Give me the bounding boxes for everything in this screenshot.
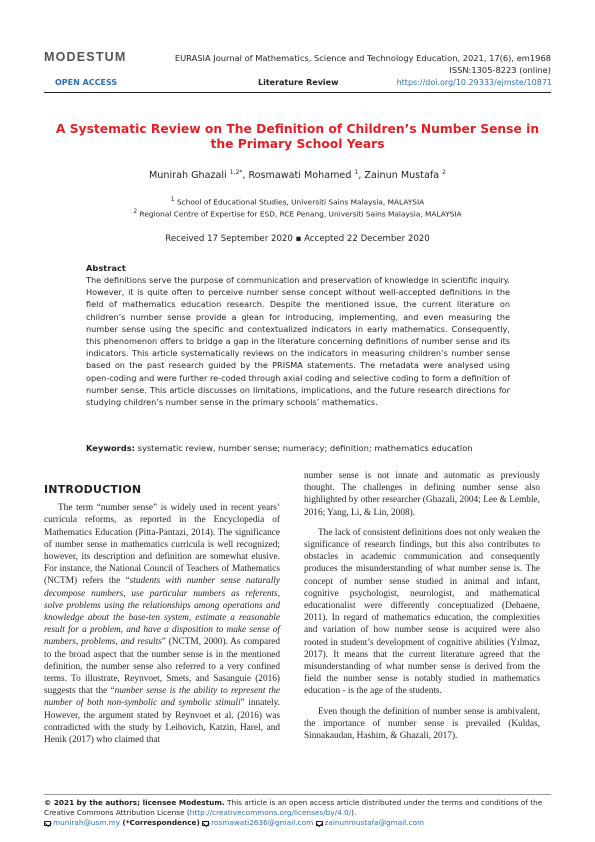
paragraph-quote: students with number sense naturally decompose numbers, use particular numbers as referents, solve problems using the relationships among operations and knowledge about the base-ten system, estimate a reasonable result for a problem, and have a disposition to make sense of numbers, problems, and results [44, 576, 281, 648]
header-divider [44, 92, 551, 93]
envelope-icon [44, 821, 51, 826]
abstract-text: The definitions serve the purpose of communication and preservation of knowledge in scientific inquiry. However, it is quite often to perceive number sense concept without well-accepted definitions in the field of mathematics education research. Despite the mentioned issue, the current literature on children’s number sense provide a glean for introducing, implementing, and even measuring the number sense using the specific and contextualized indicators in early mathematics. Consequently, this phenomenon offers to bridge a gap in the literature concerning definitions of number sense and its indicators. This article systematically reviews on the indicators in measuring children’s number sense based on the past research guided by the PRISMA statements. The metadata were analysed using open-coding and were further re-coded through axial coding and selective coding to form a definition of number sense. This article discusses on limitations, implications, and the future research directions for studying children’s number sense in the primary schools’ mathematics. [86, 275, 510, 408]
publisher-logo: MODESTUM [44, 50, 127, 64]
envelope-icon [202, 821, 209, 826]
envelope-icon [316, 821, 323, 826]
section-heading: INTRODUCTION [44, 483, 142, 496]
license-statement [44, 798, 551, 818]
email-link[interactable]: rosmawati2636@gmail.com [211, 818, 314, 827]
affiliation-text: Regional Centre of Expertise for ESD, RCE Penang, Universiti Sains Malaysia, MALAYSIA [139, 209, 462, 219]
article-type: Literature Review [258, 78, 339, 87]
email-link[interactable]: zainunmustafa@gmail.com [324, 818, 425, 827]
paragraph-text: ” innately. However, the argument stated by Reynvoet et al. (2016) was contradicted with the study by Leibovich, Katzin, Harel, and Henik (2017) who claimed that [44, 698, 280, 746]
open-access-label: OPEN ACCESS [55, 78, 118, 87]
affiliation-sup: 1 [170, 196, 175, 203]
body-paragraph: The lack of consistent definitions does not only weaken the significance of research findings, but this also contributes to obstacles in academic communication and consequently produces the misunderstanding of what number sense is. The concept of number sense studied in animal and infant, cognitive psychologist, neurologist, and mathematical educationalist were differently conceptualized (Dehaene, 2011). In regard of mathematics education, the complexities and variation of how number sense is acquired were also rooted in student’s development of cognitive abilities (Yılmaz, 2017). It means that the current literature agreed that the misunderstanding of what number sense is derived from the field the number sense is notably studied in mathematics education - is the age of the students. [304, 527, 540, 697]
body-paragraph: Even though the definition of number sense is ambivalent, the importance of number sense is prevailed (Kuldas, Sinnakaudan, Hashim, & Ghazali, 2017). [304, 706, 540, 742]
affiliation [44, 196, 551, 206]
page-footer [44, 798, 551, 828]
body-paragraph [44, 502, 280, 746]
paragraph-text: ” (NCTM, 2000). As compared to the broad aspect that the number sense is in the mentioned definition, the number sense also referred to a very confined terms. To illustrate, Reynvoet, Smets, and Sasanguie (2016) suggests that the “ [44, 637, 280, 697]
keywords [86, 442, 510, 454]
author-name: Munirah Ghazali [149, 170, 227, 182]
body-column-right [304, 470, 540, 750]
author-sup: 1 [354, 169, 359, 176]
affiliation-text: School of Educational Studies, Universiti Sains Malaysia, MALAYSIA [176, 197, 425, 207]
abstract-section [86, 262, 510, 408]
article-title: A Systematic Review on The Definition of Children’s Number Sense in the Primary School Years [55, 122, 540, 151]
author-sup: 2 [442, 169, 446, 176]
author-sup: 1,2* [229, 169, 243, 176]
author-list: Munirah Ghazali $^{1,2*}$, Rosmawati Mohamed $^1$, Zainun Mustafa $^2$ [149, 169, 446, 182]
author-name: Rosmawati Mohamed [248, 170, 352, 182]
contact-emails [44, 818, 551, 828]
affiliation-sup: 2 [133, 208, 138, 215]
correspondence-label: (*Correspondence) [122, 818, 200, 827]
journal-issn: ISSN:1305-8223 (online) [449, 65, 551, 75]
copyright: © 2021 by the authors; licensee Modestum. [44, 798, 225, 807]
body-paragraph: number sense is not innate and automatic as previously thought. The challenges in defining number sense also highlighted by other researcher (Ghazali, 2004; Lee & Lemble, 2016; Yang, Li, & Lin, 2008). [304, 471, 540, 518]
doi-link[interactable]: https://doi.org/10.29333/ejmste/10871 [396, 78, 552, 87]
page-header [0, 0, 595, 96]
email-link[interactable]: munirah@usm.my [53, 818, 121, 827]
paragraph-text: The term “number sense” is widely used in recent years’ curricula reforms, as reported in the Encyclopedia of Mathematics Education (Pitta-Pantazi, 2014). The significance of number sense in mathematics curricula is well recognized; however, its description and definition are somewhat elusive. For instance, the National Council of Teachers of Mathematics (NCTM) refers the “ [44, 503, 280, 587]
license-text: ). [351, 808, 357, 817]
article-dates: Received 17 September 2020 ▪ Accepted 22 December 2020 [165, 234, 430, 244]
author-name: Zainun Mustafa [364, 170, 440, 182]
keywords-list: systematic review, number sense; numeracy; definition; mathematics education [137, 443, 473, 453]
abstract-heading: Abstract [86, 263, 126, 273]
footer-divider [44, 794, 551, 795]
license-link[interactable]: http://creativecommons.org/licenses/by/4.0/ [189, 808, 352, 817]
journal-citation: EURASIA Journal of Mathematics, Science and Technology Education, 2021, 17(6), em1968 [174, 53, 551, 63]
affiliation [44, 208, 551, 218]
license-text: This article is an open access article distributed under the terms and conditions of the Creative Commons Attribution License ( [44, 798, 543, 817]
journal-info [175, 52, 551, 76]
meta-row [55, 78, 552, 90]
paragraph-quote: number sense is the ability to represent the number of both non-symbolic and symbolic stimuli [44, 686, 280, 709]
keywords-label: Keywords: [86, 443, 135, 453]
body-column-left [44, 470, 280, 754]
